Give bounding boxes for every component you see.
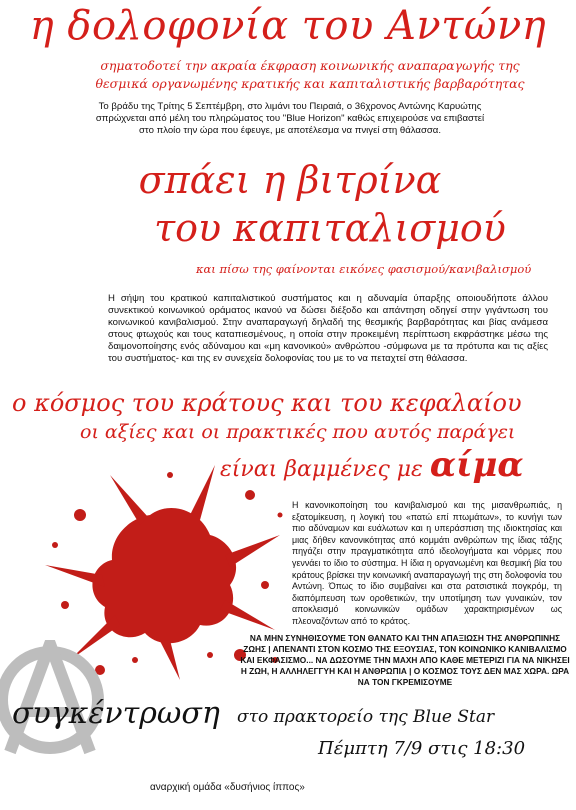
gathering-word: συγκέντρωση — [12, 696, 220, 731]
gathering-time: Πέμπτη 7/9 στις 18:30 — [318, 738, 526, 759]
title3-blood-word: αίμα — [429, 445, 524, 485]
gathering-place: στο πρακτορείο της Blue Star — [237, 707, 495, 727]
title3-line2: οι αξίες και οι πρακτικές που αυτός παράγει — [80, 421, 516, 443]
title2-subtitle: και πίσω της φαίνονται εικόνες φασισμού/κανιβαλισμού — [196, 262, 532, 276]
title2-line1: σπάει η βιτρίνα — [138, 158, 442, 202]
title2-line2: του καπιταλισμού — [154, 206, 506, 250]
subheadline-line2: θεσμικά οργανωμένης κρατικής και καπιταλιστικής βαρβαρότητας — [95, 76, 525, 91]
title3-line1: ο κόσμος του κράτους και του κεφαλαίου — [12, 389, 522, 417]
signature: αναρχική ομάδα «δυσήνιος ίππος» — [150, 782, 305, 793]
title3-line3-text: είναι βαμμένες με — [220, 457, 430, 482]
call-to-action: ΝΑ ΜΗΝ ΣΥΝΗΘΙΣΟΥΜΕ ΤΟΝ ΘΑΝΑΤΟ ΚΑΙ ΤΗΝ ΑΠΑΞΙΩΣΗ ΤΗΣ ΑΝΘΡΩΠΙΝΗΣ ΖΩΗΣ | ΑΠΕΝΑΝΤΙ ΣΤΟΝ ΚΟΣΜΟ ΤΗΣ ΕΞΟΥΣΙΑΣ, ΤΟΝ ΚΟΙΝΩΝΙΚΟ ΚΑΝΙΒΑΛΙΣΜΟ ΚΑΙ ΕΚΦΑΣΙΣΜΟ... ΝΑ ΔΩΣΟΥΜΕ ΤΗΝ ΜΑΧΗ ΑΠΟ ΚΑΘΕ ΜΕΤΕΡΙΖΙ ΓΙΑ ΝΑ ΝΙΚΗΣΕΙ Η ΖΩΗ, Η ΑΛΛΗΛΕΓΓΥΗ ΚΑΙ Η ΑΝΘΡΩΠΙΑ | Ο ΚΟΣΜΟΣ ΤΟΥΣ ΔΕΝ ΜΑΣ ΧΩΡΑ. ΩΡΑ ΝΑ ΤΟΝ ΓΚΡΕΜΙΣΟΥΜΕ — [240, 633, 570, 687]
paragraph-3: Η κανονικοποίηση του κανιβαλισμού και της μισανθρωπιάς, η εξατομίκευση, η λογική του «πατώ επί πτωμάτων», το κυνήγι των πιο αδύναμων και ευάλωτων και η υπεράσπιση της ιδιοκτησίας και μιας δήθεν κανονικότητας από κομμάτι ανθρώπων της ίδιας τάξης πηγάζει στην πραγματικότητα από ιδεολογήματα και νόρμες που γεννάει το ίδιο το σύστημα. Η ίδια η οργανωμένη και θεσμική βία του κράτους βρίσκει την κοινωνική αναπαραγωγή της στη δολοφονία του Αντώνη. Όπως το ίδιο συμβαίνει και στα ρατσιστικά πογκρόμ, τη διαπόμπευση των οροθετικών, την υποτίμηση των γυναικών, τον αποκλεισμό κοινωνικών ομάδων χαρακτηρισμένων ως πλεοναζόντων από το κράτος. — [292, 500, 562, 626]
subheadline-line1: σηματοδοτεί την ακραία έκφραση κοινωνικής αναπαραγωγής της — [100, 58, 520, 73]
paragraph-2: Η σήψη του κρατικού καπιταλιστικού συστήματος και η αδυναμία ύπαρξης οποιουδήποτε άλλου συνεκτικού κοινωνικού οράματος ικανού να δώσει διέξοδο και απάντηση οδηγεί στην γιγάντωση του κοινωνικού κανιβαλισμού. Στην αναπαραγωγή δηλαδή της θεσμικής βαρβαρότητας και βίας ανάμεσα στους φτωχούς και τους καταπιεσμένους, η οποία στην προκειμένη περίπτωση εκφράστηκε μέσω της δαιμονοποίησης ενός αδύναμου και «μη κανονικού» ανθρώπου -σύμφωνα με τα πρότυπα και τις αξίες του συστήματος- και της εν συνεχεία δολοφονίας του με το να πεταχτεί στη θάλασσα. — [108, 293, 548, 364]
headline: η δολοφονία του Αντώνη — [29, 3, 547, 49]
intro-paragraph: Το βράδυ της Τρίτης 5 Σεπτέμβρη, στο λιμάνι του Πειραιά, ο 36χρονος Αντώνης Καρυώτης σπρώχνεται από μέλη του πληρώματος του "Blue Horizon" καθώς επιχειρούσε να επιβαστεί στο πλοίο την ώρα που έφευγε, με αποτέλεσμα να πνιγεί στη θάλασσα. — [95, 101, 485, 136]
